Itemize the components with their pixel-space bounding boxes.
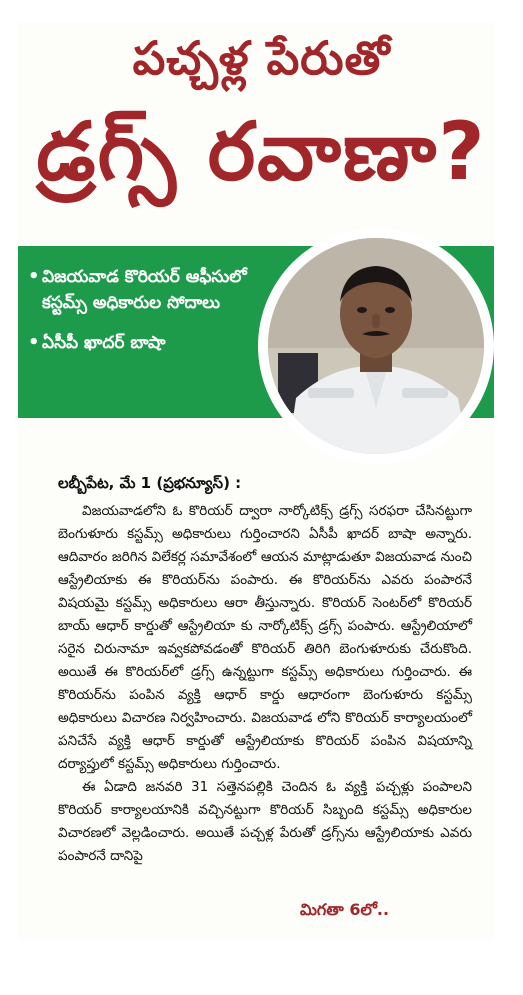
article-paragraph: ఈ ఏడాది జనవరి 31 సత్తెనపల్లికి చెందిన ఓ వ్యక్తి పచ్చళ్లు పంపాలని కొరియర్ కార్యాలయానికి వచ్చినట్టుగా కొరియర్ సిబ్బంది కస్టమ్స్ అధికారుల విచారణలో వెల్లడించారు. అయితే పచ్చళ్ల పేరుతో డ్రగ్స్‌ను ఆస్ట్రేలియాకు ఎవరు పంపారనే దానిపై xyxy=(58,779,472,864)
bullet-icon: • xyxy=(28,332,40,353)
highlight-text: విజయవాడ కొరియర్ ఆఫీసులో కస్టమ్స్ అధికారుల సోదాలు xyxy=(42,267,247,313)
highlight-item xyxy=(28,264,268,316)
dateline: లబ్బీపేట, మే 1 (ప్రభన్యూస్) : xyxy=(58,474,242,492)
article-body xyxy=(58,500,472,868)
headline-line-1: పచ్చళ్ల పేరుతో xyxy=(132,31,391,85)
bullet-icon: • xyxy=(28,266,40,287)
continued-note: మిగతా 6లో.. xyxy=(300,900,390,919)
headline-line-2: డ్రగ్స్ రవాణా? xyxy=(36,105,487,198)
highlight-list xyxy=(28,264,268,356)
highlight-item xyxy=(28,330,268,356)
highlight-text: ఏసీపీ ఖాదర్ బాషా xyxy=(42,333,166,353)
article-paragraph: విజయవాడలోని ఓ కొరియర్ ద్వారా నార్కోటిక్స్ డ్రగ్స్ సరఫరా చేసినట్టుగా బెంగుళూరు కస్టమ్స్ అధికారులు గుర్తించారని ఏసీపీ ఖాదర్ బాషా అన్నారు. ఆదివారం జరిగిన విలేకర్ల సమావేశంలో ఆయన మాట్లాడుతూ విజయవాడ నుంచి ఆస్ట్రేలియాకు ఈ కొరియర్‌ను పంపారు. ఈ కొరియర్‌ను ఎవరు పంపారనే విషయమై కస్టమ్స్ అధికారులు ఆరా తీస్తున్నారు. కొరియర్ సెంటర్‌లో కొరియర్ బాయ్ ఆధార్ కార్డుతో ఆస్ట్రేలియా కు నార్కోటిక్స్ డ్రగ్స్ పంపారు. ఆస్ట్రేలియాలో సరైన చిరునామా ఇవ్వకపోవడంతో కొరియర్ తిరిగి బెంగుళూరుకు చేరుకొంది. అయితే ఈ కొరియర్‌లో డ్రగ్స్ ఉన్నట్టుగా కస్టమ్స్ అధికారులు గుర్తించారు. ఈ కొరియర్‌ను పంపిన వ్యక్తి ఆధార్ కార్డు ఆధారంగా బెంగుళూరు కస్టమ్స్ అధికారులు విచారణ నిర్వహించారు. విజయవాడ లోని కొరియర్ కార్యాలయంలో పనిచేసే వ్యక్తి ఆధార్ కార్డుతో ఆస్ట్రేలియాకు కొరియర్ పంపిన విషయాన్ని దర్యాప్తులో కస్టమ్స్ అధికారులు గుర్తించారు. xyxy=(58,503,472,772)
officer-portrait-icon xyxy=(268,238,484,454)
officer-photo xyxy=(268,238,484,454)
